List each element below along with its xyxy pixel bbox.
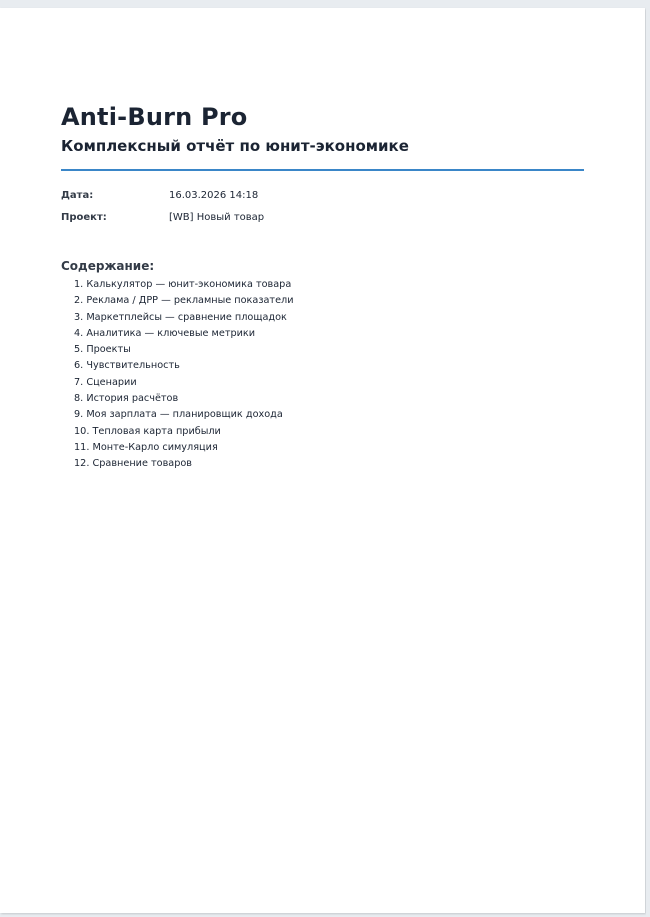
toc-title: Содержание: <box>61 259 155 273</box>
toc-item: 1. Калькулятор — юнит-экономика товара <box>74 279 292 290</box>
toc-item: 3. Маркетплейсы — сравнение площадок <box>74 311 287 323</box>
title-divider <box>61 169 584 171</box>
toc-item: 5. Проекты <box>74 344 131 356</box>
toc-item: 7. Сценарии <box>74 376 137 388</box>
toc-item: 8. История расчётов <box>74 393 179 405</box>
report-page <box>0 8 645 913</box>
toc-item: 10. Тепловая карта прибыли <box>74 425 221 437</box>
report-app-title: Anti-Burn Pro <box>61 103 248 131</box>
project-value: [WB] Новый товар <box>169 212 265 223</box>
project-label: Проект: <box>61 212 107 223</box>
toc-item: 4. Аналитика — ключевые метрики <box>74 327 256 339</box>
toc-list <box>74 277 294 473</box>
toc-item: 6. Чувствительность <box>74 360 180 372</box>
date-value: 16.03.2026 14:18 <box>169 190 259 201</box>
toc-item: 12. Сравнение товаров <box>74 458 193 470</box>
toc-item: 11. Монте-Карло симуляция <box>74 441 218 453</box>
toc-item: 9. Моя зарплата — планировщик дохода <box>74 409 283 421</box>
report-subtitle: Комплексный отчёт по юнит-экономике <box>61 137 409 155</box>
viewer-scroll-edge <box>646 0 650 917</box>
toc-item: 2. Реклама / ДРР — рекламные показатели <box>74 295 294 307</box>
date-label: Дата: <box>61 190 94 201</box>
